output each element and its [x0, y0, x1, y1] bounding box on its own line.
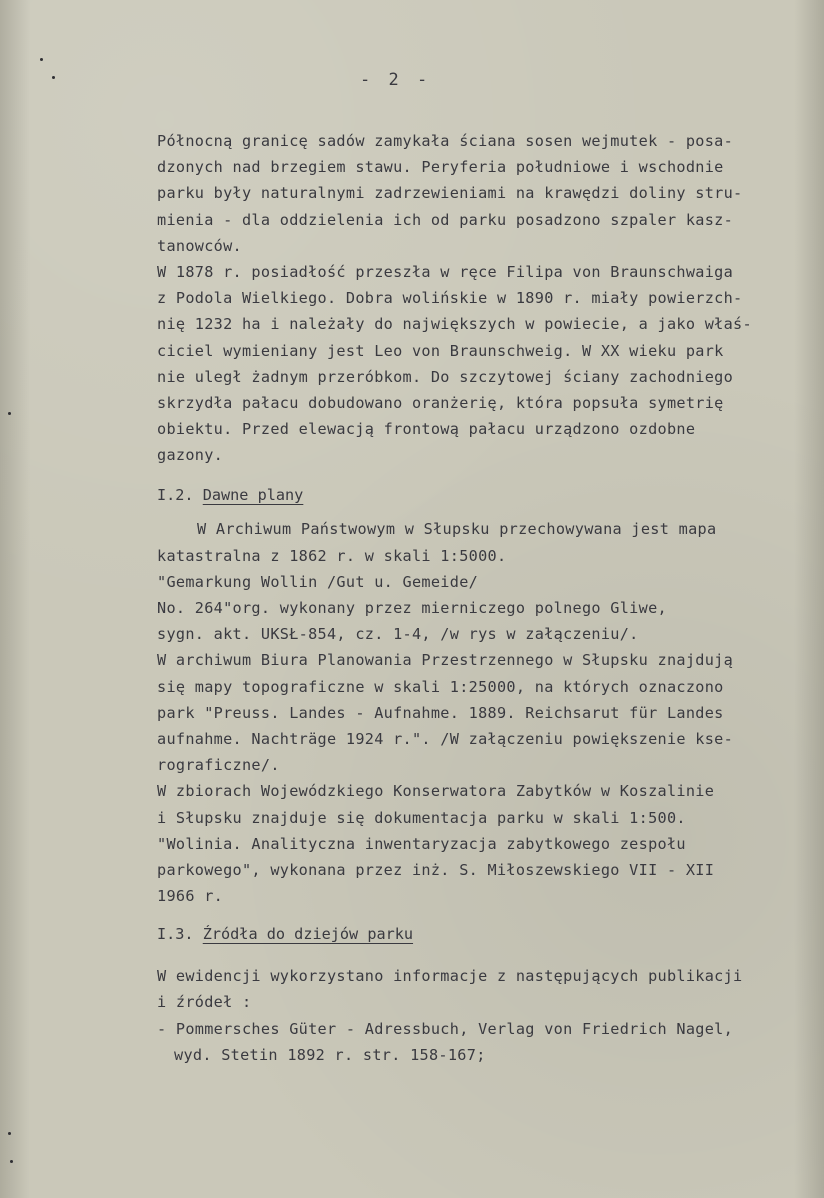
text-line: No. 264"org. wykonany przez mierniczego polnego Gliwe, — [157, 599, 667, 617]
text-line: i Słupsku znajduje się dokumentacja parku w skali 1:500. — [157, 808, 686, 827]
page-number: - 2 - — [360, 70, 432, 90]
text-line: wyd. Stetin 1892 r. str. 158-167; — [174, 1045, 486, 1064]
text-line: nię 1232 ha i należały do największych w powiecie, a jako właś- — [157, 315, 752, 334]
text-line: park "Preuss. Landes - Aufnahme. 1889. Reichsarut für Landes — [157, 703, 724, 722]
text-line: się mapy topograficzne w skali 1:25000, na których oznaczono — [157, 677, 724, 696]
paper-speck — [8, 412, 11, 415]
section-title: Dawne plany — [202, 486, 304, 505]
section-heading-sources — [157, 921, 812, 947]
list-item — [157, 1016, 812, 1068]
text-line: W Archiwum Państwowym w Słupsku przechowywana jest mapa — [197, 520, 717, 539]
text-line: 1966 r. — [157, 887, 224, 906]
section-number: I.3. — [157, 925, 194, 944]
text-line: W archiwum Biura Planowania Przestrzennego w Słupsku znajdują — [157, 651, 734, 670]
paragraph-ownership-history — [157, 259, 812, 469]
text-line: rograficzne/. — [157, 756, 280, 775]
text-line: parku były naturalnymi zadrzewieniami na krawędzi doliny stru- — [157, 184, 743, 203]
text-line: gazony. — [157, 446, 224, 465]
section-sources-body — [157, 963, 812, 1068]
section-title: Źródła do dziejów parku — [202, 925, 414, 944]
text-line: ciciel wymieniany jest Leo von Braunschweig. W XX wieku park — [157, 341, 724, 360]
paragraph-park-boundaries — [157, 128, 812, 259]
paper-speck — [40, 58, 43, 61]
text-line: Północną granicę sadów zamykała ściana sosen wejmutek - posa- — [157, 132, 734, 150]
text-line: parkowego", wykonana przez inż. S. Miłoszewskiego VII - XII — [157, 860, 715, 879]
text-line: W ewidencji wykorzystano informacje z następujących publikacji — [157, 967, 743, 986]
paper-speck — [52, 76, 55, 79]
text-line: skrzydła pałacu dobudowano oranżerię, która popsuła symetrię — [157, 393, 724, 412]
text-line: "Wolinia. Analityczna inwentaryzacja zabytkowego zespołu — [157, 834, 686, 853]
section-number: I.2. — [157, 486, 194, 505]
text-line: W zbiorach Wojewódzkiego Konserwatora Zabytków w Koszalinie — [157, 782, 715, 801]
text-line: "Gemarkung Wollin /Gut u. Gemeide/ — [157, 572, 479, 591]
section-old-plans-body — [157, 516, 812, 909]
text-line: aufnahme. Nachträge 1924 r.". /W załączeniu powiększenie kse- — [157, 729, 734, 748]
text-line: katastralna z 1862 r. w skali 1:5000. — [157, 546, 507, 565]
text-line: i źródeł : — [157, 993, 252, 1012]
section-heading-old-plans — [157, 482, 812, 508]
paper-speck — [8, 1132, 11, 1135]
page-edge-shadow — [0, 0, 30, 1198]
text-line: mienia - dla oddzielenia ich od parku posadzono szpaler kasz- — [157, 210, 734, 229]
text-line: obiektu. Przed elewacją frontową pałacu urządzono ozdobne — [157, 420, 696, 439]
document-body — [157, 128, 812, 1068]
text-line: W 1878 r. posiadłość przeszła w ręce Filipa von Braunschwaiga — [157, 262, 734, 281]
text-line: sygn. akt. UKSŁ-854, cz. 1-4, /w rys w załączeniu/. — [157, 625, 639, 644]
text-line: - Pommersches Güter - Adressbuch, Verlag von Friedrich Nagel, — [157, 1019, 734, 1038]
text-line: dzonych nad brzegiem stawu. Peryferia południowe i wschodnie — [157, 158, 724, 177]
text-line: z Podola Wielkiego. Dobra wolińskie w 1890 r. miały powierzch- — [157, 289, 743, 308]
text-line: nie uległ żadnym przeróbkom. Do szczytowej ściany zachodniego — [157, 367, 734, 386]
text-line: tanowców. — [157, 236, 242, 255]
paper-speck — [10, 1160, 13, 1163]
